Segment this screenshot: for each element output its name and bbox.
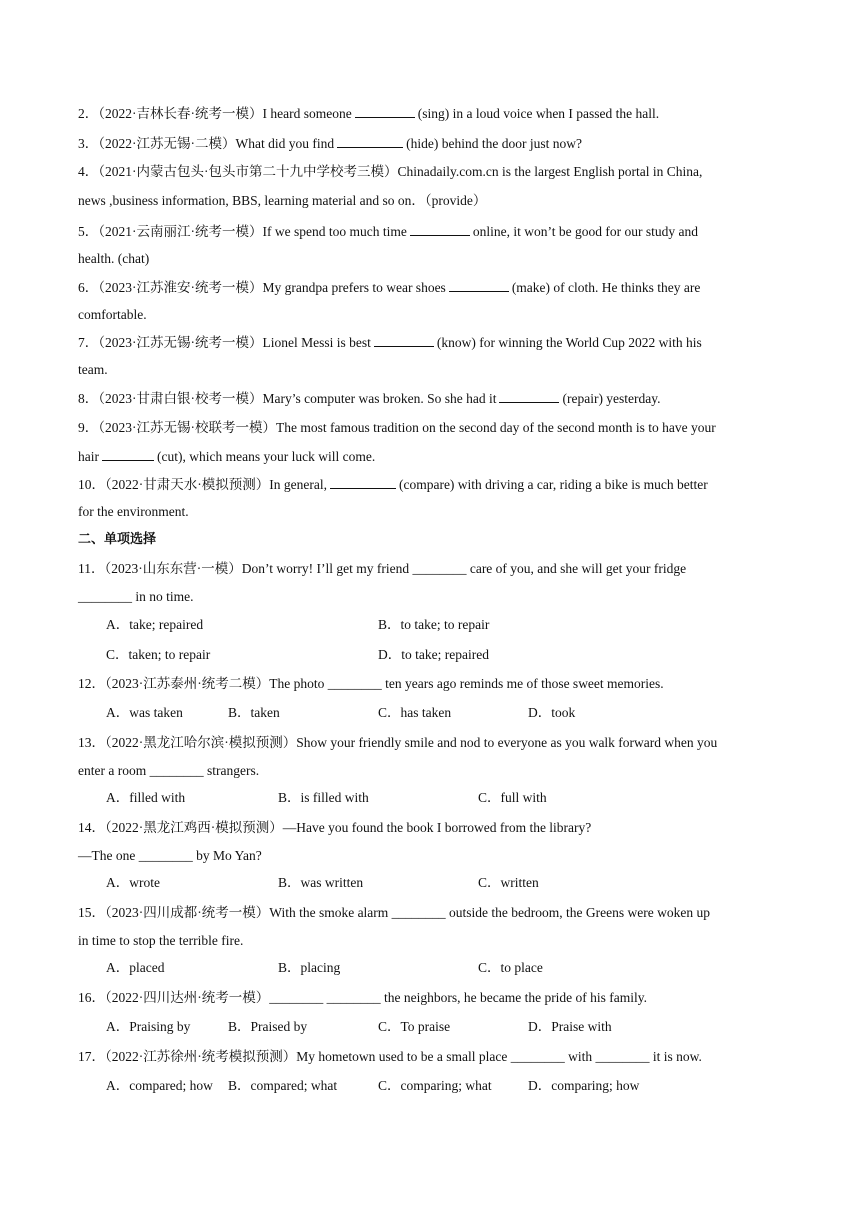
option-a[interactable]: A．filled with (106, 790, 186, 805)
answer-blank[interactable] (355, 105, 415, 118)
question-10-cont: for the environment. (78, 504, 189, 519)
option-c[interactable]: C．taken; to repair (106, 647, 211, 662)
question-7-cont: team. (78, 362, 108, 377)
question-15-cont: in time to stop the terrible fire. (78, 933, 244, 948)
answer-blank[interactable] (337, 135, 403, 148)
question-12: 12．（2023·江苏泰州·统考二模）The photo ________ ten years ago reminds me of those sweet memories. (78, 676, 664, 691)
option-c[interactable]: C．full with (478, 790, 547, 805)
question-5: 5．（2021·云南丽江·统考一模）If we spend too much time online, it won’t be good for our study and (78, 224, 698, 239)
question-11-cont: ________ in no time. (78, 589, 194, 604)
question-8: 8．（2023·甘肃白银·校考一模）Mary’s computer was broken. So she had it (repair) yesterday. (78, 391, 661, 406)
question-11: 11．（2023·山东东营·一模）Don’t worry! I’ll get my friend ________ care of you, and she will get your fridge (78, 561, 687, 576)
option-a[interactable]: A．Praising by (106, 1019, 191, 1034)
option-b[interactable]: B．placing (278, 960, 341, 975)
question-14-cont: —The one ________ by Mo Yan? (78, 848, 262, 863)
question-9: 9．（2023·江苏无锡·校联考一模）The most famous tradition on the second day of the second month is to have your (78, 420, 716, 435)
question-4: 4．（2021·内蒙古包头·包头市第二十九中学校考三模）Chinadaily.com.cn is the largest English portal in China, (78, 164, 703, 179)
option-d[interactable]: D．comparing; how (528, 1078, 640, 1093)
option-c[interactable]: C．to place (478, 960, 543, 975)
option-b[interactable]: B．taken (228, 705, 280, 720)
option-b[interactable]: B．to take; to repair (378, 617, 490, 632)
option-b[interactable]: B．compared; what (228, 1078, 338, 1093)
question-4-cont: news ,business information, BBS, learning material and so on．（provide） (78, 193, 487, 208)
option-c[interactable]: C．has taken (378, 705, 452, 720)
option-c[interactable]: C．comparing; what (378, 1078, 492, 1093)
question-9-cont: hair (cut), which means your luck will come. (78, 449, 376, 464)
question-13-cont: enter a room ________ strangers. (78, 763, 260, 778)
question-15: 15．（2023·四川成都·统考一模）With the smoke alarm ________ outside the bedroom, the Greens were woken up (78, 905, 710, 920)
option-b[interactable]: B．Praised by (228, 1019, 308, 1034)
answer-blank[interactable] (410, 223, 470, 236)
option-c[interactable]: C．To praise (378, 1019, 451, 1034)
answer-blank[interactable] (374, 334, 434, 347)
answer-blank[interactable] (102, 448, 154, 461)
question-13: 13．（2022·黑龙江哈尔滨·模拟预测）Show your friendly smile and nod to everyone as you walk forward when you (78, 735, 718, 750)
option-b[interactable]: B．was written (278, 875, 364, 890)
question-10: 10．（2022·甘肃天水·模拟预测）In general, (compare) with driving a car, riding a bike is much better (78, 477, 708, 492)
option-d[interactable]: D．to take; repaired (378, 647, 489, 662)
question-16: 16．（2022·四川达州·统考一模）________ ________ the neighbors, he became the pride of his family. (78, 990, 648, 1005)
option-c[interactable]: C．written (478, 875, 539, 890)
answer-blank[interactable] (499, 390, 559, 403)
question-7: 7．（2023·江苏无锡·统考一模）Lionel Messi is best (know) for winning the World Cup 2022 with his (78, 335, 702, 350)
question-6: 6．（2023·江苏淮安·统考一模）My grandpa prefers to wear shoes (make) of cloth. He thinks they are (78, 280, 701, 295)
option-d[interactable]: D．took (528, 705, 576, 720)
answer-blank[interactable] (330, 476, 396, 489)
question-6-cont: comfortable. (78, 307, 147, 322)
question-17: 17．（2022·江苏徐州·统考模拟预测）My hometown used to be a small place ________ with ________ it is now. (78, 1049, 702, 1064)
question-2: 2．（2022·吉林长春·统考一模）I heard someone (sing) in a loud voice when I passed the hall. (78, 106, 660, 121)
option-a[interactable]: A．wrote (106, 875, 160, 890)
answer-blank[interactable] (449, 279, 509, 292)
option-a[interactable]: A．compared; how (106, 1078, 213, 1093)
option-b[interactable]: B．is filled with (278, 790, 369, 805)
option-d[interactable]: D．Praise with (528, 1019, 612, 1034)
question-14: 14．（2022·黑龙江鸡西·模拟预测）—Have you found the book I borrowed from the library? (78, 820, 592, 835)
question-3: 3．（2022·江苏无锡·二模）What did you find (hide) behind the door just now? (78, 136, 582, 151)
option-a[interactable]: A．was taken (106, 705, 183, 720)
option-a[interactable]: A．placed (106, 960, 165, 975)
option-a[interactable]: A．take; repaired (106, 617, 204, 632)
section-title: 二、单项选择 (78, 532, 157, 547)
question-5-cont: health. (chat) (78, 251, 150, 266)
